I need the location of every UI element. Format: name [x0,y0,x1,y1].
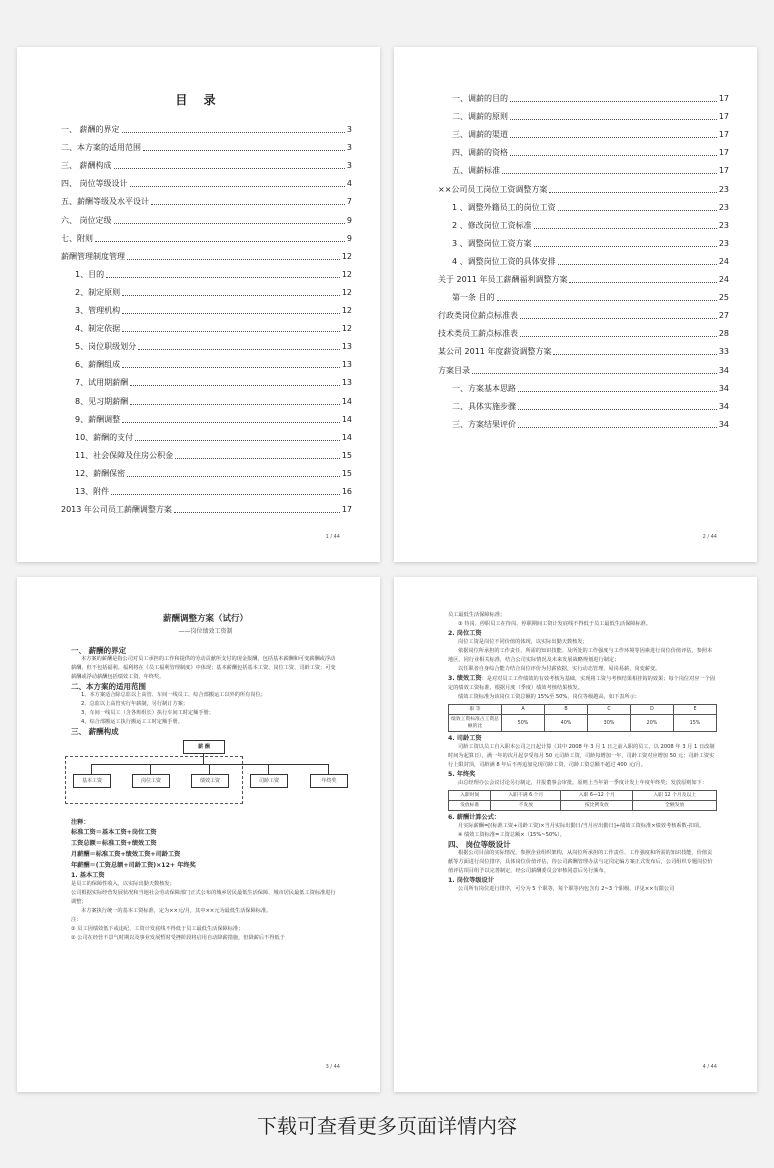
toc-leader-dots [520,335,717,337]
toc-entry-label: 5、岗位职级划分 [75,342,137,352]
subsection-heading: 4. 司龄工资 [448,735,482,742]
table-of-contents [61,117,352,515]
list-item: 2、总监以上高管实行年薪制，另行制订方案； [81,701,189,707]
toc-entry[interactable] [61,189,352,207]
toc-entry-page: 12 [341,306,352,316]
toc-entry-page: 34 [718,401,729,411]
paragraph: 由总经理办公会议讨论另行制定，并报董事会审批。原则上当年第一季度计发上年度年终奖；发放原则如下： [458,780,708,786]
table-cell: 50% [502,715,545,732]
toc-entry-page: 14 [341,396,352,406]
paragraph: 员工最低生活保障标准； [448,612,506,618]
toc-leader-dots [510,100,717,102]
toc-entry-label: 三、调薪的渠道 [452,130,508,140]
toc-entry-label: 一、调薪的目的 [452,94,508,104]
toc-entry[interactable] [438,357,729,375]
toc-leader-dots [122,421,340,423]
toc-entry-page: 7 [346,197,352,207]
toc-entry-page: 12 [341,287,352,297]
toc-leader-dots [558,209,717,211]
paragraph: 本方案的薪酬是指公司对员工承担的工作和提供的劳动贡献所支付的现金报酬，包括基本薪酬和可变薪酬或浮动薪酬，但不包括福利。福利将在《员工福利管理制度》中体现；基本薪酬包括基本工资、岗位工资、司龄工资；可变薪酬或浮动薪酬包括绩效工资、年终奖。 [71,656,336,680]
table-cell: 30% [588,715,631,732]
toc-entry-page: 25 [718,293,729,303]
toc-entry[interactable] [438,104,729,122]
toc-entry-page: 17 [718,112,729,122]
table-cell: 20% [631,715,674,732]
toc-entry[interactable] [61,425,352,443]
toc-entry-label: 某公司 2011 年度薪资调整方案 [438,347,552,357]
note-item: ① 员工因绩效低下或违纪，工资计发底线不得低于员工最低生活保障标准； [71,926,244,932]
table-cell: 绩效工资标准占工资总额的比 [449,715,502,732]
toc-leader-dots [122,294,340,296]
document-page-4 [394,577,757,1092]
toc-entry-label: 3 、调整岗位工资方案 [452,238,532,248]
toc-entry[interactable] [61,388,352,406]
paragraph: 司龄工资以员工自入职本公司之日起计算（其中 2008 年 3 月 1 日之前入职的员工，以 2008 年 3 月 1 日改制时间为起算日），满一年的次月起享受每月 50 元司龄工资，司龄每增加一年，司龄工资对应增加 50 元；司龄工资实行上限封顶，司龄满 8 年后不再追加兑现司龄工资，司龄工资总额不超过 400 元/月。 [448,744,715,768]
toc-entry[interactable] [438,122,729,140]
toc-entry-page: 3 [346,125,352,135]
paragraph: ※ 绩效工资标准=工资总额×（15%~50%）。 [458,832,565,838]
toc-leader-dots [518,408,717,410]
toc-entry[interactable] [61,117,352,135]
toc-leader-dots [135,439,340,441]
toc-entry-page: 14 [341,414,352,424]
toc-leader-dots [502,172,717,174]
toc-entry[interactable] [61,497,352,515]
toc-entry[interactable] [61,316,352,334]
subsection-heading: 3. 绩效工资 [448,675,482,682]
note-label: 注释： [71,819,90,826]
org-node: 司龄工资 [250,774,288,788]
subsection-heading: 5. 年终奖 [448,771,476,778]
paragraph: 月实际薪酬=[(标准工资+司龄工资)×当月实际出勤日/当月应出勤日]+绩效工资标准×绩效考核系数-扣项。 [458,823,705,829]
toc-entry-label: 第一条 目的 [452,293,495,303]
toc-entry-page: 17 [718,94,729,104]
table-cell: 按比例发放 [561,801,633,811]
toc-leader-dots [472,372,717,374]
page-number: 3 / 44 [325,1064,340,1070]
paragraph: ③ 待岗、停职员工在待岗、停职期间工资计发底线不得低于员工最低生活保障标准。 [458,621,652,627]
toc-entry[interactable] [61,370,352,388]
toc-entry-label: 2 、修改岗位工资标准 [452,220,532,230]
org-node: 年终奖 [310,774,348,788]
toc-entry[interactable] [61,461,352,479]
toc-entry-label: 8、见习期薪酬 [75,396,129,406]
toc-entry[interactable] [438,86,729,104]
toc-entry-page: 23 [718,220,729,230]
toc-entry-label: 二、本方案的适用范围 [61,143,141,153]
toc-entry-label: 9、薪酬调整 [75,414,121,424]
toc-entry-label: 10、薪酬的支付 [75,432,134,442]
toc-entry[interactable] [438,412,729,430]
toc-leader-dots [143,149,345,151]
toc-leader-dots [558,263,717,265]
org-node: 绩效工资 [191,774,229,788]
toc-entry-page: 13 [341,342,352,352]
document-page-1 [17,47,380,562]
toc-leader-dots [553,353,716,355]
paragraph: 是员工的保障性收入，以实际出勤天数核发； [71,881,175,887]
toc-entry-label: 1 、调整外籍员工的岗位工资 [452,202,556,212]
toc-leader-dots [518,426,717,428]
org-node: 基本工资 [73,774,111,788]
table-header: E [674,705,717,715]
toc-entry-label: 五、薪酬等级及水平设计 [61,197,149,207]
toc-entry-page: 3 [346,143,352,153]
list-item: 3、车间一线员工（含各班组长）执行车间工时定额手册； [81,710,214,716]
toc-entry-page: 15 [341,468,352,478]
subsection-heading: 1. 基本工资 [71,872,105,879]
toc-entry-label: 五、调薪标准 [452,166,500,176]
toc-entry-label: 7、试用期薪酬 [75,378,129,388]
subsection-heading: 2. 岗位工资 [448,630,482,637]
table-header: 职 等 [449,705,502,715]
section-heading: 二、本方案的适用范围 [71,682,146,691]
doc-title: 薪酬调整方案（试行） [162,614,248,624]
toc-entry[interactable] [438,231,729,249]
toc-entry[interactable] [438,140,729,158]
toc-entry-label: 6、薪酬组成 [75,360,121,370]
toc-entry[interactable] [61,226,352,244]
toc-entry-page: 17 [718,166,729,176]
toc-entry[interactable] [61,262,352,280]
toc-entry-label: 4 、调整岗位工资的具体安排 [452,256,556,266]
toc-entry-label: ××公司员工岗位工资调整方案 [438,184,548,194]
formula: 年薪酬＝(工资总额+司龄工资)×12+ 年终奖 [71,862,196,869]
toc-entry-label: 3、管理机构 [75,306,121,316]
table-cell: 不发放 [491,801,561,811]
toc-entry-label: 二、调薪的原则 [452,112,508,122]
toc-entry-label: 2、制定原则 [75,287,121,297]
toc-entry-label: 一、方案基本思路 [452,383,516,393]
table-header: 入职时间 [449,791,491,801]
table-header: C [588,705,631,715]
toc-leader-dots [510,118,717,120]
formula: 标准工资＝基本工资+岗位工资 [71,829,157,836]
table-cell: 全额发放 [633,801,717,811]
performance-ratio-table [448,704,717,732]
toc-leader-dots [122,312,340,314]
toc-entry[interactable] [61,298,352,316]
paragraph: 本方案执行统一的基本工资标准，定为××元/月，其中××元为最低生活保障标准。 [81,908,272,914]
toc-leader-dots [130,384,340,386]
toc-leader-dots [520,317,717,319]
toc-leader-dots [138,348,340,350]
table-header: B [545,705,588,715]
toc-entry-page: 12 [341,269,352,279]
toc-entry[interactable] [438,195,729,213]
toc-entry-page: 28 [718,329,729,339]
toc-entry-label: 七、附则 [61,233,93,243]
table-header: A [502,705,545,715]
toc-entry[interactable] [438,376,729,394]
toc-entry-page: 16 [341,486,352,496]
toc-leader-dots [130,403,340,405]
toc-leader-dots [122,131,345,133]
toc-entry-page: 13 [341,378,352,388]
toc-entry-page: 15 [341,450,352,460]
toc-entry[interactable] [438,249,729,267]
org-root: 薪 酬 [183,740,225,754]
list-item: 4、综合部搬运工执行搬运工工时定额手册。 [81,719,183,725]
toc-entry[interactable] [438,321,729,339]
toc-entry-label: 技术类员工薪点标准表 [438,329,518,339]
toc-entry[interactable] [61,207,352,225]
toc-entry-label: 2013 年公司员工薪酬调整方案 [61,505,172,515]
formula: 月薪酬＝标准工资+绩效工资+司龄工资 [71,851,181,858]
paragraph: 公司根据实际经营发展状况和当地社会劳动保障部门正式公布的城乡居民最低生活保障、城市居民最低工资标准进行调整； [71,890,336,905]
toc-entry-page: 4 [346,179,352,189]
toc-entry[interactable] [438,267,729,285]
subsection-heading: 1. 岗位等级设计 [448,877,494,884]
toc-leader-dots [127,475,340,477]
toc-entry[interactable] [438,339,729,357]
toc-entry[interactable] [61,443,352,461]
toc-leader-dots [534,227,717,229]
toc-leader-dots [122,330,340,332]
formula: 工资总额＝标准工资+绩效工资 [71,840,157,847]
note-label: 注： [71,917,82,923]
note-item: ② 公司在经营不景气时期以及事业发展暂时受挫阶段将启用自动降薪措施，但降薪后不得低于 [71,935,285,941]
toc-entry[interactable] [61,334,352,352]
table-cell: 发放标准 [449,801,491,811]
document-page-2 [394,47,757,562]
download-more-banner[interactable]: 下载可查看更多页面详情内容 [257,1114,517,1138]
toc-entry-label: 11、社会保障及住房公积金 [75,450,174,460]
toc-entry-page: 12 [341,251,352,261]
paragraph: 根据公司目前的实际情况，参照企业组织架构，从岗位所承担的工作责任、工作强度和所需的知识技能、价值贡献等方面进行岗位排序，具体岗位价值评估，待公司薪酬管理办法与定岗定编方案正式发布后，公司组织专题岗位价值评估项目组予以完善制定，经公司薪酬委员会审核同意后另行颁布。 [448,850,713,874]
toc-entry-page: 33 [718,347,729,357]
toc-entry-label: 薪酬管理制度管理 [61,251,125,261]
toc-leader-dots [510,136,717,138]
toc-leader-dots [106,276,340,278]
toc-entry-label: 一、 薪酬的界定 [61,125,120,135]
toc-entry[interactable] [61,352,352,370]
toc-entry[interactable] [438,176,729,194]
toc-leader-dots [534,245,717,247]
section-heading: 一、 薪酬的界定 [71,646,127,655]
salary-structure-diagram [71,738,340,816]
toc-entry-page: 23 [718,238,729,248]
toc-leader-dots [518,390,717,392]
toc-entry-label: 12、薪酬保密 [75,468,126,478]
doc-subtitle: ——岗位绩效工资制 [178,628,233,635]
toc-entry-label: 三、方案结果评价 [452,419,516,429]
toc-entry-label: 四、调薪的资格 [452,148,508,158]
toc-entry[interactable] [438,213,729,231]
toc-leader-dots [549,191,716,193]
paragraph: ：是对对员工工作绩效的有效考核为基础，实现将工资与考核结果相挂钩的效果；每个岗位对应一个固定的绩效工资标准，根据月度（季度）绩效考核结果核发。 [448,676,716,691]
toc-leader-dots [127,258,340,260]
toc-entry-page: 17 [718,148,729,158]
toc-entry-label: 4、制定依据 [75,324,121,334]
section-heading: 三、 薪酬构成 [71,727,119,736]
paragraph: 岗位工资是岗位不同价值的体现，以实际出勤天数核发； [458,639,588,645]
toc-entry-page: 23 [718,184,729,194]
toc-entry[interactable] [61,407,352,425]
page-number: 1 / 44 [325,534,340,540]
toc-leader-dots [175,457,340,459]
toc-entry[interactable] [61,153,352,171]
toc-leader-dots [114,167,345,169]
toc-entry-label: 行政类岗位薪点标准表 [438,311,518,321]
toc-entry-label: 1、目的 [75,269,105,279]
toc-leader-dots [174,511,340,513]
toc-entry-label: 方案目录 [438,365,470,375]
toc-leader-dots [111,493,340,495]
toc-entry-page: 24 [718,256,729,266]
toc-leader-dots [95,240,345,242]
page-number: 2 / 44 [702,534,717,540]
toc-entry-label: 关于 2011 年员工薪酬福利调整方案 [438,275,568,285]
toc-entry-page: 24 [718,275,729,285]
toc-entry[interactable] [61,171,352,189]
table-of-contents [438,86,729,430]
toc-entry[interactable] [61,280,352,298]
toc-leader-dots [151,203,345,205]
toc-entry-page: 27 [718,311,729,321]
document-page-3 [17,577,380,1092]
toc-entry-page: 9 [346,233,352,243]
toc-entry-page: 17 [341,505,352,515]
toc-entry-page: 12 [341,324,352,334]
toc-entry-page: 34 [718,383,729,393]
table-cell: 15% [674,715,717,732]
page-number: 4 / 44 [702,1064,717,1070]
toc-entry-label: 六、 岗位定级 [61,215,112,225]
paragraph: 以任职者自身综合能力结合岗位评价为付薪依据，实行动态管理，易岗易薪，岗变薪变。 [458,666,661,672]
org-node: 岗位工资 [132,774,170,788]
table-header: 入职 12 个月及以上 [633,791,717,801]
toc-entry[interactable] [61,244,352,262]
toc-entry-page: 23 [718,202,729,212]
toc-entry-page: 13 [341,360,352,370]
toc-entry-page: 34 [718,419,729,429]
toc-leader-dots [114,222,345,224]
bonus-table [448,790,717,811]
table-header: 入职 6—12 个月 [561,791,633,801]
toc-entry-page: 3 [346,161,352,171]
paragraph: 公司所有岗位进行排序，可分为 5 个职等，每个职等内包含有 2~3 个职级，详见××有限公司 [458,886,675,892]
toc-leader-dots [510,154,717,156]
paragraph: 绩效工资标准为该岗位工资总额的 15%至 50%，岗位等级越高，如下表所示： [458,694,640,700]
toc-entry-label: 三、 薪酬构成 [61,161,112,171]
toc-entry[interactable] [438,285,729,303]
list-item: 1、本方案适合除总监以上高管、车间一线员工、综合部搬运工以外的所有岗位； [81,692,266,698]
toc-leader-dots [569,281,716,283]
toc-entry[interactable] [438,158,729,176]
toc-leader-dots [130,185,345,187]
toc-entry-page: 14 [341,432,352,442]
toc-entry-label: 二、具体实施步骤 [452,401,516,411]
section-heading: 四、 岗位等级设计 [448,840,511,849]
toc-entry[interactable] [438,303,729,321]
toc-leader-dots [497,299,717,301]
toc-leader-dots [122,366,340,368]
toc-title: 目 录 [175,93,222,107]
toc-entry-label: 13、附件 [75,486,110,496]
toc-entry-label: 四、 岗位等级设计 [61,179,128,189]
toc-entry-page: 9 [346,215,352,225]
toc-entry[interactable] [61,479,352,497]
toc-entry[interactable] [438,394,729,412]
table-header: D [631,705,674,715]
toc-entry-page: 34 [718,365,729,375]
subsection-heading: 6. 薪酬计算公式： [448,814,501,821]
table-header: 入职不满 6 个月 [491,791,561,801]
table-cell: 40% [545,715,588,732]
toc-entry-page: 17 [718,130,729,140]
paragraph: 依据岗位所承担的工作责任、所需的知识技能、及所处的工作强度与工作环境等因素进行岗位价值评估，参照本地区、同行业相关标准，结合公司实际情况及未来发展战略规划进行制定； [448,648,713,663]
toc-entry[interactable] [61,135,352,153]
